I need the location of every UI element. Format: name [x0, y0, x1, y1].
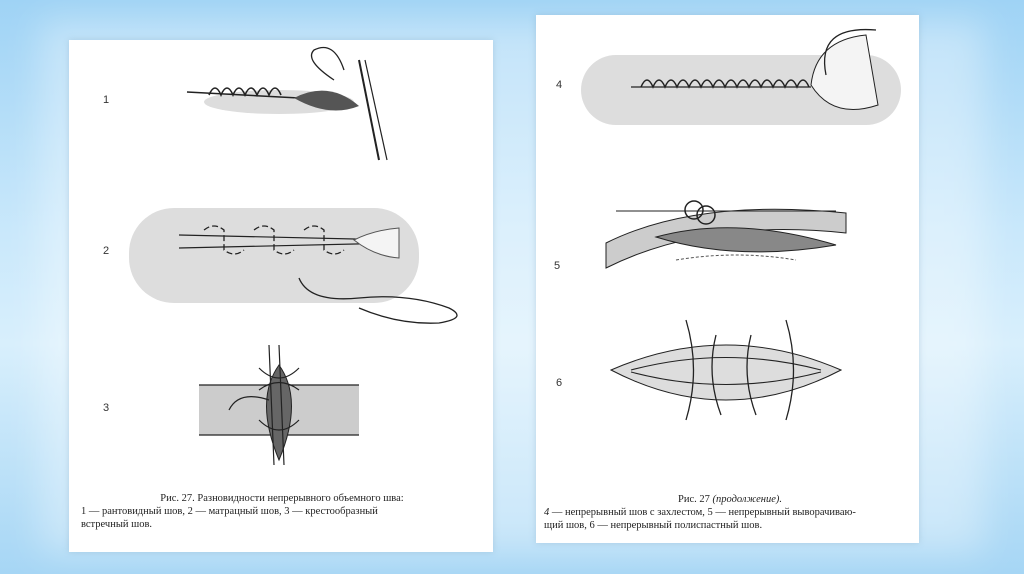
caption-line-1: 1 — рантовидный шов, 2 — матрацный шов, 3 — крестообразный	[81, 506, 378, 517]
figure-label-5: 5	[554, 260, 561, 272]
figure-label-3: 3	[103, 402, 110, 414]
figure-caption-left	[81, 492, 483, 531]
figure-label-6: 6	[556, 377, 563, 389]
suture-illustrations-1-3	[69, 40, 493, 552]
caption-line-2: щий шов, 6 — непрерывный полиспастный шов.	[544, 520, 763, 531]
suture-3-illustration	[199, 345, 359, 465]
caption-line-2: встречный шов.	[81, 519, 153, 530]
figure-page-left	[69, 40, 493, 552]
suture-4-illustration	[581, 30, 901, 125]
suture-5-illustration	[606, 201, 846, 268]
caption-line-1: — непрерывный шов с захлестом, 5 — непрерывный выворачиваю-	[549, 507, 856, 518]
figure-label-1: 1	[103, 94, 110, 106]
suture-6-illustration	[611, 320, 841, 420]
figure-label-4: 4	[556, 79, 563, 91]
caption-line-1-number: 4	[544, 507, 550, 518]
caption-title-main: Рис. 27	[677, 494, 713, 505]
suture-1-illustration	[187, 48, 387, 161]
figure-page-right	[536, 15, 919, 543]
caption-title: Рис. 27. Разновидности непрерывного объемного шва:	[160, 493, 404, 504]
suture-2-illustration	[129, 208, 457, 323]
figure-caption-right	[544, 493, 916, 532]
caption-title-italic: (продолжение).	[712, 494, 783, 505]
figure-label-2: 2	[103, 245, 110, 257]
caption-title	[544, 493, 916, 506]
suture-illustrations-4-6	[536, 15, 919, 543]
